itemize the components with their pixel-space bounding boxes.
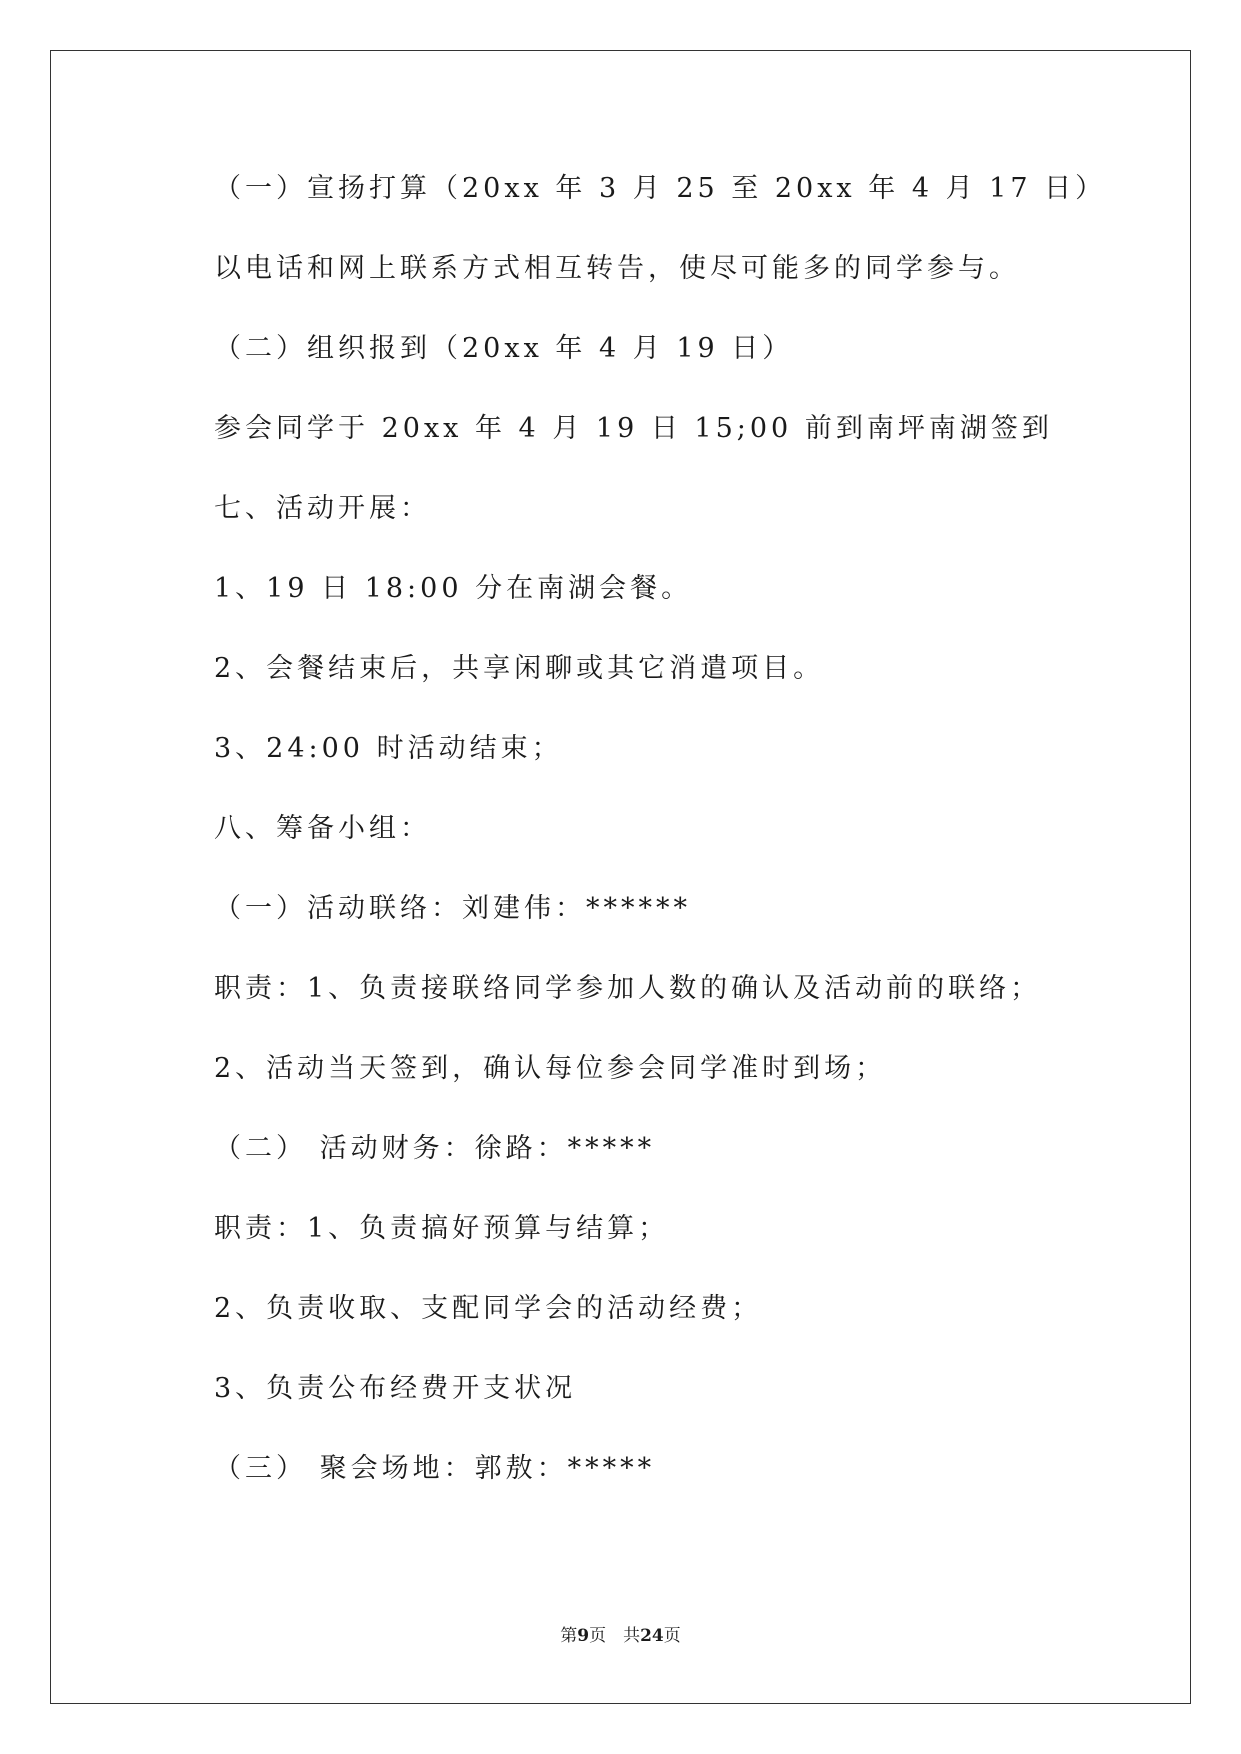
page-footer	[0, 1624, 1241, 1648]
text-line: 职责：1、负责搞好预算与结算；	[214, 1213, 670, 1244]
text-line: 2、活动当天签到，确认每位参会同学准时到场；	[214, 1053, 887, 1084]
footer-page-number: 9	[577, 1626, 590, 1646]
section-heading: 八、筹备小组：	[214, 813, 431, 844]
text-line: 参会同学于 20xx 年 4 月 19 日 15;00 前到南坪南湖签到	[214, 413, 1053, 444]
text-line: （三） 聚会场地：郭敖：*****	[214, 1453, 656, 1484]
text-line: （二） 活动财务：徐路：*****	[214, 1133, 656, 1164]
text-line: 3、24:00 时活动结束；	[214, 733, 563, 764]
text-line: （二）组织报到（20xx 年 4 月 19 日）	[214, 333, 794, 364]
text-line: 2、负责收取、支配同学会的活动经费；	[214, 1293, 763, 1324]
footer-middle: 页 共	[589, 1626, 641, 1646]
text-line: 2、会餐结束后，共享闲聊或其它消遣项目。	[214, 653, 825, 684]
text-line: （一）宣扬打算（20xx 年 3 月 25 至 20xx 年 4 月 17 日）	[214, 173, 1107, 204]
footer-prefix: 第	[560, 1626, 578, 1646]
text-line: （一）活动联络：刘建伟：******	[214, 893, 691, 924]
footer-suffix: 页	[663, 1626, 681, 1646]
text-line: 3、负责公布经费开支状况	[214, 1373, 577, 1404]
footer-total-pages: 24	[640, 1626, 664, 1646]
text-line: 以电话和网上联系方式相互转告，使尽可能多的同学参与。	[214, 253, 1020, 284]
text-line: 职责：1、负责接联络同学参加人数的确认及活动前的联络；	[214, 973, 1042, 1004]
text-line: 1、19 日 18:00 分在南湖会餐。	[214, 573, 693, 604]
section-heading: 七、活动开展：	[214, 493, 431, 524]
